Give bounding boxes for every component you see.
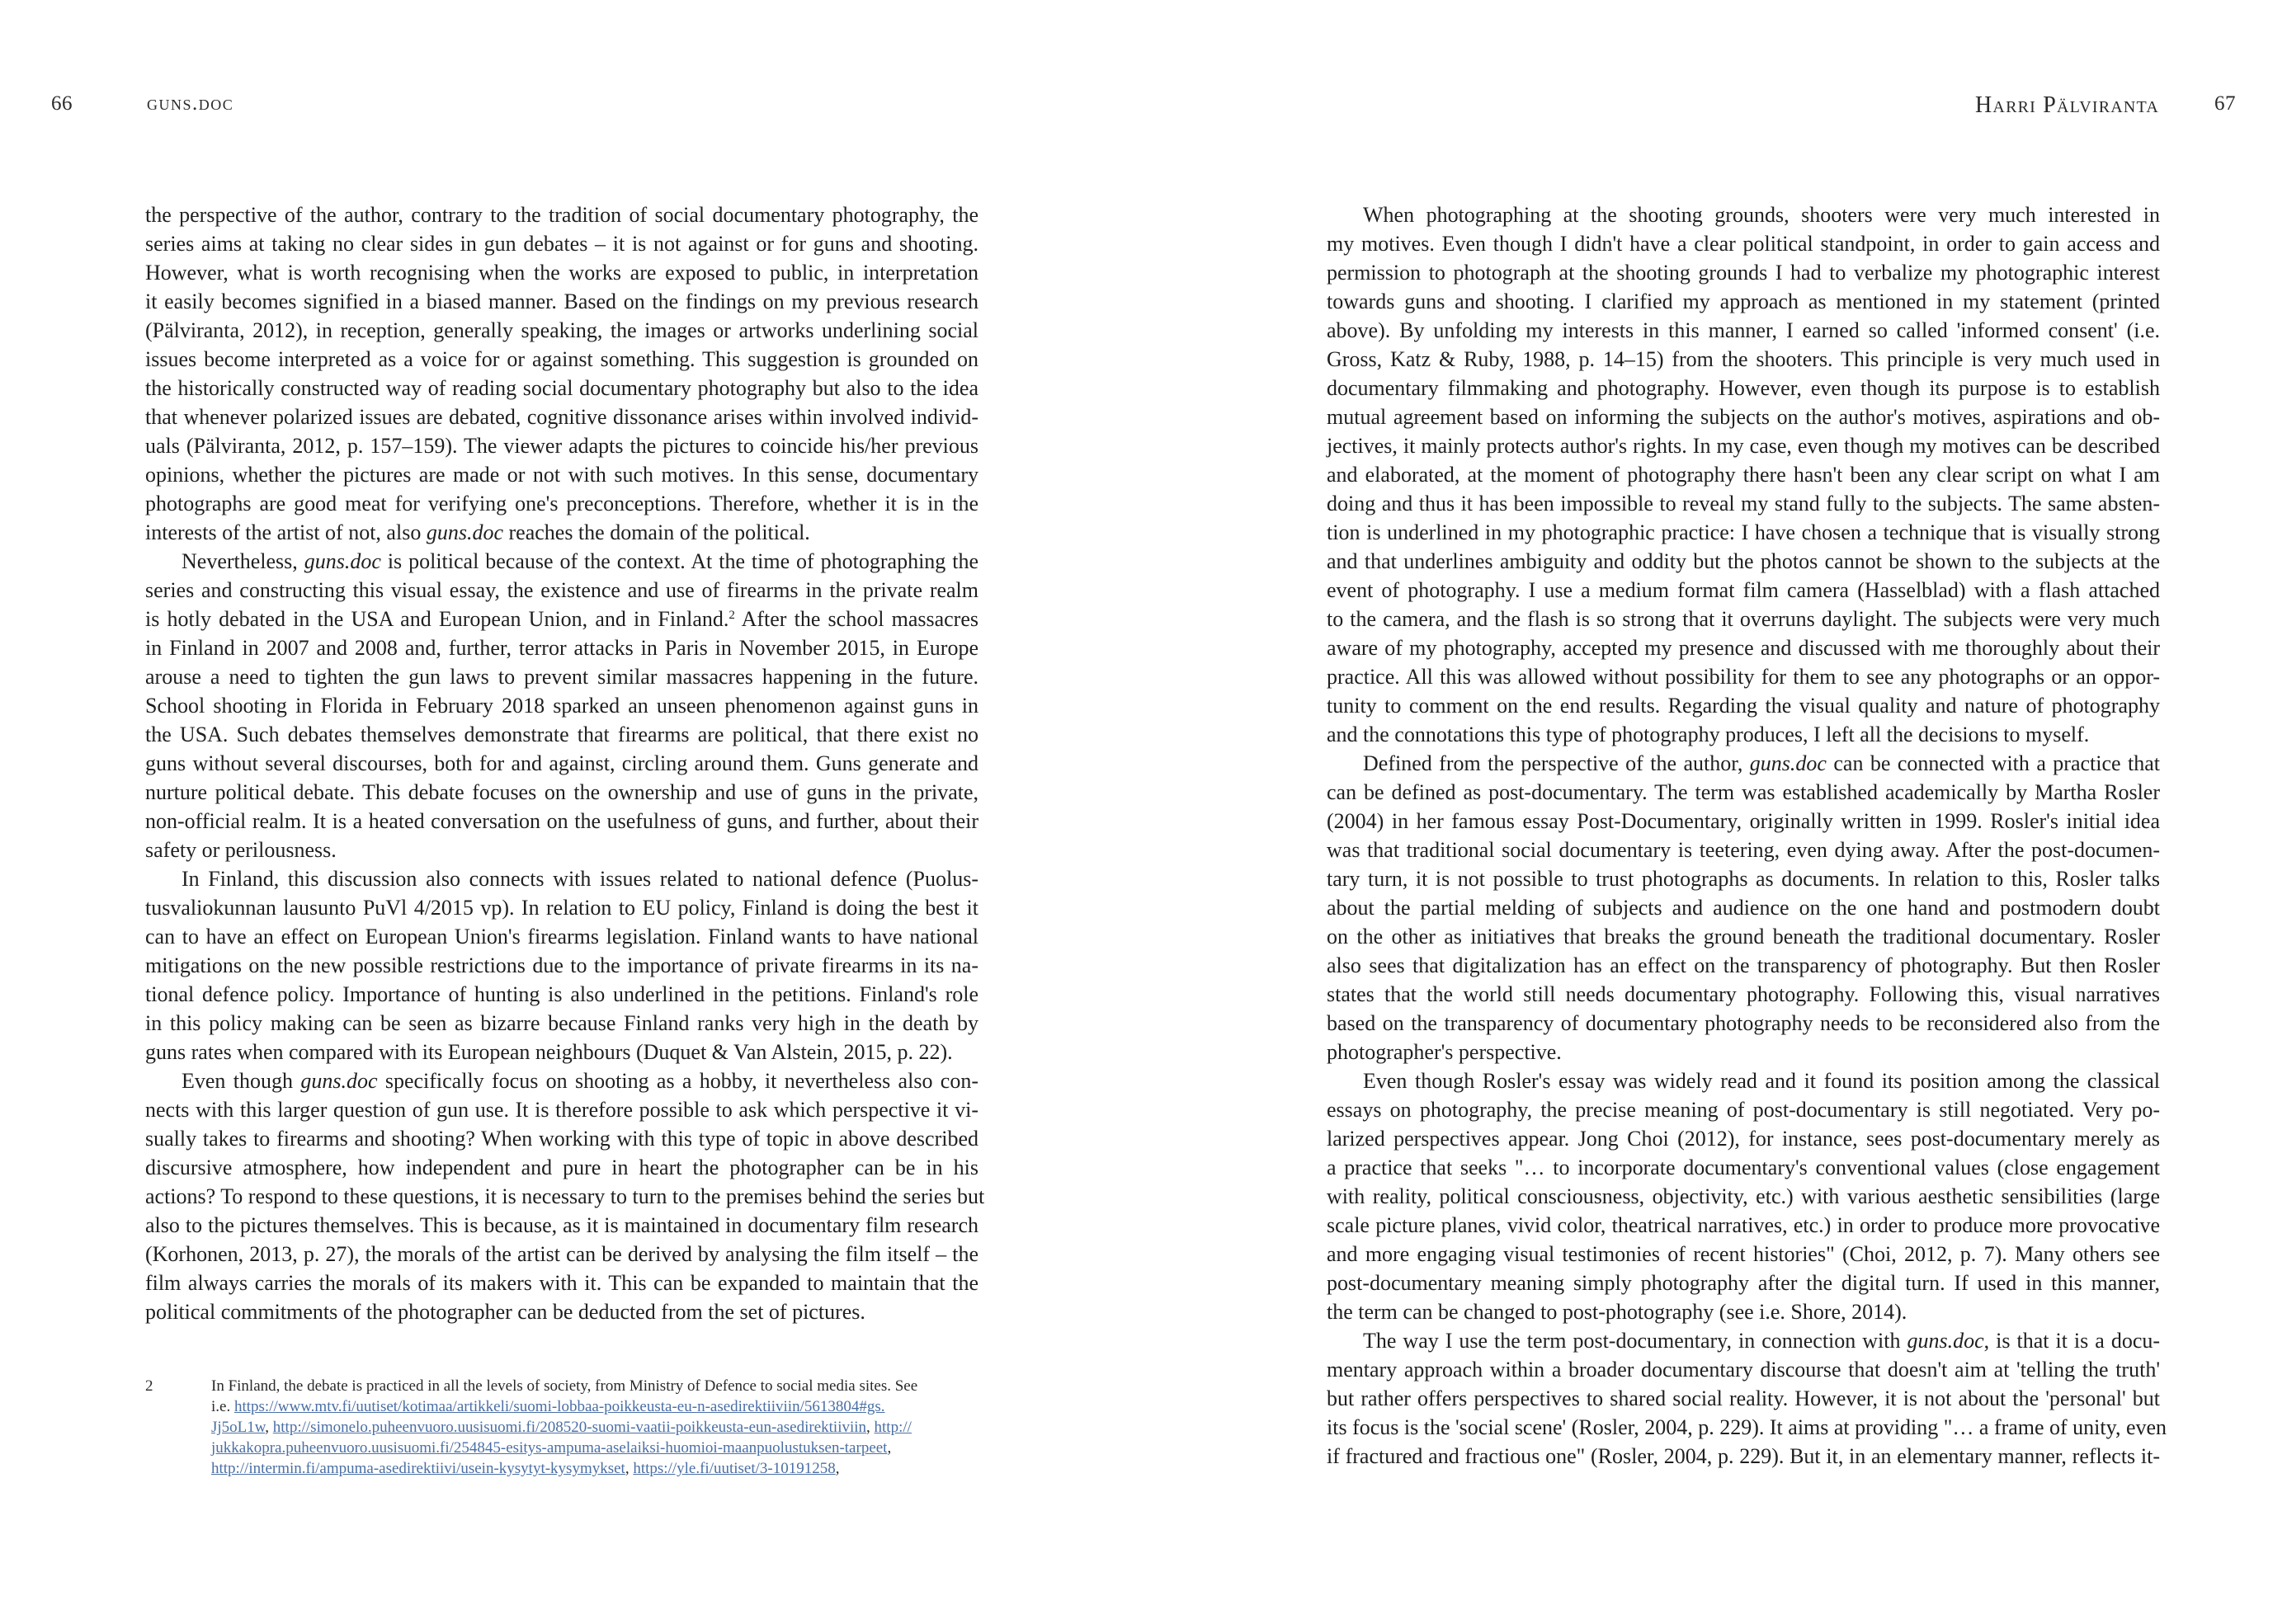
text-line: political commitments of the photographer can be deducted from the set of pictures. (145, 1300, 865, 1324)
text-line: documentary filmmaking and photography. However, even though its purpose is to establish (1327, 376, 2160, 400)
footnote-line: http://intermin.fi/ampuma-asedirektiivi/usein-kysytyt-kysymykset, https://yle.fi/uutiset/3-10191258, (211, 1460, 840, 1477)
text-line: photographer's perspective. (1327, 1040, 1562, 1064)
text-line: However, what is worth recognising when the works are exposed to public, in interpretation (145, 261, 978, 285)
page-number: 67 (2214, 92, 2236, 115)
text-line: to the camera, and the flash is so strong that it overruns daylight. The subjects were very much (1327, 607, 2160, 631)
text-line: tusvaliokunnan lausunto PuVl 4/2015 vp). In relation to EU policy, Finland is doing the best it (145, 896, 978, 920)
text-line: Nevertheless, guns.doc is political because of the context. At the time of photographing the (182, 549, 979, 573)
running-title: guns.doc (147, 92, 234, 115)
text-line: guns without several discourses, both for and against, circling around them. Guns generate and (145, 751, 978, 775)
text-line: film always carries the morals of its makers with it. This can be expanded to maintain that the (145, 1271, 978, 1295)
text-line: tunity to comment on the end results. Regarding the visual quality and nature of photography (1327, 694, 2160, 718)
text-line: issues become interpreted as a voice for or against something. This suggestion is grounded on (145, 347, 978, 371)
text-line: in Finland in 2007 and 2008 and, further, terror attacks in Paris in November 2015, in Europe (145, 636, 978, 660)
text-line: that whenever polarized issues are debated, cognitive dissonance arises within involved individ- (145, 405, 978, 429)
text-line: (Korhonen, 2013, p. 27), the morals of the artist can be derived by analysing the film itself – the (145, 1242, 978, 1266)
footnote-line: jukkakopra.puheenvuoro.uusisuomi.fi/254845-esitys-ampuma-aselaiksi-huomioi-maanpuolustuksen-tarpeet, (211, 1439, 892, 1457)
text-line: larized perspectives appear. Jong Choi (2012), for instance, sees post-documentary merely as (1327, 1127, 2160, 1151)
text-line: mitigations on the new possible restrictions due to the importance of private firearms in its na- (145, 953, 978, 977)
text-line: Gross, Katz & Ruby, 1988, p. 14–15) from the shooters. This principle is very much used in (1327, 347, 2160, 371)
text-line: about the partial melding of subjects and audience on the one hand and postmodern doubt (1327, 896, 2160, 920)
footnote-link[interactable]: https://www.mtv.fi/uutiset/kotimaa/artikkeli/suomi-lobbaa-poikkeusta-eu-n-asedirektiiviin/5613804#gs. (233, 1398, 885, 1415)
text-line: permission to photograph at the shooting grounds I had to verbalize my photographic interest (1327, 261, 2160, 285)
text-line: was that traditional social documentary is teetering, even dying away. After the post-documen- (1327, 838, 2160, 862)
text-line: School shooting in Florida in February 2018 sparked an unseen phenomenon against guns in (145, 694, 978, 718)
text-line: the historically constructed way of reading social documentary photography but also to the idea (145, 376, 978, 400)
text-line: nects with this larger question of gun use. It is therefore possible to ask which perspective it vi- (145, 1098, 978, 1122)
text-line: but rather offers perspectives to shared social reality. However, it is not about the 'personal' but (1327, 1386, 2160, 1410)
text-line: uals (Pälviranta, 2012, p. 157–159). The viewer adapts the pictures to coincide his/her previous (145, 434, 978, 458)
text-line: mentary approach within a broader documentary discourse that doesn't aim at 'telling the truth' (1327, 1358, 2160, 1382)
body-text (1327, 200, 2167, 1471)
text-line: also sees that digitalization has an effect on the transparency of photography. But then Rosler (1327, 953, 2160, 977)
text-line: is hotly debated in the USA and European Union, and in Finland.$^2$ After the school massacres (145, 607, 978, 631)
text-line: guns rates when compared with its European neighbours (Duquet & Van Alstein, 2015, p. 22). (145, 1040, 953, 1064)
footnote-link[interactable]: http://intermin.fi/ampuma-asedirektiivi/usein-kysytyt-kysymykset (211, 1460, 625, 1477)
text-line: doing and thus it has been impossible to reveal my stand fully to the subjects. The same absten- (1327, 492, 2160, 515)
text-line: practice. All this was allowed without possibility for them to see any photographs or an oppor- (1327, 665, 2160, 689)
page-number: 66 (51, 92, 73, 115)
text-line: post-documentary meaning simply photography after the digital turn. If used in this manner, (1327, 1271, 2160, 1295)
text-line: sually takes to firearms and shooting? When working with this type of topic in above described (145, 1127, 978, 1151)
text-line: (2004) in her famous essay Post-Documentary, originally written in 1999. Rosler's initial idea (1327, 809, 2160, 833)
text-line: series and constructing this visual essay, the existence and use of firearms in the private realm (145, 578, 978, 602)
text-line: and elaborated, at the moment of photography there hasn't been any clear script on what I am (1327, 463, 2160, 487)
text-line: tary turn, it is not possible to trust photographs as documents. In relation to this, Rosler talks (1327, 867, 2160, 891)
text-line: actions? To respond to these questions, it is necessary to turn to the premises behind the series but (145, 1184, 985, 1208)
text-line: tional defence policy. Importance of hunting is also underlined in the petitions. Finland's role (145, 982, 978, 1006)
text-line: also to the pictures themselves. This is because, as it is maintained in documentary film research (145, 1213, 978, 1237)
text-line: Even though guns.doc specifically focus on shooting as a hobby, it nevertheless also con- (182, 1069, 978, 1093)
text-line: mutual agreement based on informing the subjects on the author's motives, aspirations and ob- (1327, 405, 2160, 429)
text-line: opinions, whether the pictures are made or not with such motives. In this sense, documentary (145, 463, 978, 487)
text-line: Defined from the perspective of the author, guns.doc can be connected with a practice that (1363, 751, 2160, 775)
footnote-text (211, 1376, 978, 1479)
body-text (145, 200, 985, 1326)
footnote-line: Jj5oL1w, http://simonelo.puheenvuoro.uusisuomi.fi/208520-suomi-vaatii-poikkeusta-eun-asedirektiiviin, http:// (211, 1419, 912, 1436)
text-line: photographs are good meat for verifying one's preconceptions. Therefore, whether it is in the (145, 492, 978, 515)
text-line: nurture political debate. This debate focuses on the ownership and use of guns in the private, (145, 780, 978, 804)
text-line: scale picture planes, vivid color, theatrical narratives, etc.) in order to produce more provocative (1327, 1213, 2160, 1237)
text-line: event of photography. I use a medium format film camera (Hasselblad) with a flash attached (1327, 578, 2160, 602)
text-line: The way I use the term post-documentary, in connection with guns.doc, is that it is a docu- (1363, 1329, 2161, 1353)
text-line: and the connotations this type of photography produces, I left all the decisions to myself. (1327, 723, 2090, 746)
right-page (1144, 0, 2287, 1624)
footnote-link[interactable]: http://simonelo.puheenvuoro.uusisuomi.fi/208520-suomi-vaatii-poikkeusta-eun-asedirektiiviin (272, 1419, 867, 1436)
text-line: based on the transparency of documentary photography needs to be reconsidered also from the (1327, 1011, 2160, 1035)
text-line: my motives. Even though I didn't have a clear political standpoint, in order to gain access and (1327, 232, 2160, 256)
text-line: the USA. Such debates themselves demonstrate that firearms are political, that there exist no (145, 723, 978, 746)
footnote-number: 2 (145, 1377, 153, 1395)
footnote-link[interactable]: Jj5oL1w (211, 1419, 266, 1436)
text-line: with reality, political consciousness, objectivity, etc.) with various aesthetic sensibilities (large (1327, 1184, 2160, 1208)
text-line: arouse a need to tighten the gun laws to prevent similar massacres happening in the future. (145, 665, 978, 689)
text-line: in this policy making can be seen as bizarre because Finland ranks very high in the death by (145, 1011, 978, 1035)
text-line: jectives, it mainly protects author's rights. In my case, even though my motives can be described (1327, 434, 2160, 458)
text-line: tion is underlined in my photographic practice: I have chosen a technique that is visually strong (1327, 520, 2160, 544)
text-line: towards guns and shooting. I clarified my approach as mentioned in my statement (printed (1327, 289, 2160, 313)
footnote-line: i.e. https://www.mtv.fi/uutiset/kotimaa/artikkeli/suomi-lobbaa-poikkeusta-eu-n-asedirektiiviin/5613804#gs. (211, 1398, 885, 1415)
footnote-link[interactable]: http:// (874, 1419, 912, 1436)
text-line: can to have an effect on European Union's firearms legislation. Finland wants to have national (145, 925, 978, 949)
text-line: safety or perilousness. (145, 838, 337, 862)
text-line: series aims at taking no clear sides in gun debates – it is not against or for guns and shooting. (145, 232, 978, 256)
text-line: non-official realm. It is a heated conversation on the usefulness of guns, and further, about their (145, 809, 978, 833)
text-line: can be defined as post-documentary. The term was established academically by Martha Rosler (1327, 780, 2160, 804)
text-line: states that the world still needs documentary photography. Following this, visual narratives (1327, 982, 2160, 1006)
text-line: and that underlines ambiguity and oddity but the photos cannot be shown to the subjects at the (1327, 549, 2160, 573)
text-line: (Pälviranta, 2012), in reception, generally speaking, the images or artworks underlining social (145, 318, 978, 342)
text-line: its focus is the 'social scene' (Rosler, 2004, p. 229). It aims at providing "… a frame of unity, even (1327, 1415, 2167, 1439)
footnote-line: In Finland, the debate is practiced in all the levels of society, from Ministry of Defence to social media sites. See (211, 1377, 918, 1395)
text-line: a practice that seeks "… to incorporate documentary's conventional values (close engagement (1327, 1156, 2160, 1179)
text-line: the perspective of the author, contrary to the tradition of social documentary photography, the (145, 203, 978, 227)
text-line: if fractured and fractious one" (Rosler, 2004, p. 229). But it, in an elementary manner, reflects it- (1327, 1444, 2160, 1468)
text-line: When photographing at the shooting grounds, shooters were very much interested in (1363, 203, 2160, 227)
text-line: the term can be changed to post-photography (see i.e. Shore, 2014). (1327, 1300, 1907, 1324)
footnote-link[interactable]: https://yle.fi/uutiset/3-10191258 (633, 1460, 836, 1477)
text-line: above). By unfolding my interests in this manner, I earned so called 'informed consent' (i.e. (1327, 318, 2160, 342)
text-line: essays on photography, the precise meaning of post-documentary is still negotiated. Very po- (1327, 1098, 2160, 1122)
text-line: it easily becomes signified in a biased manner. Based on the findings on my previous research (145, 289, 978, 313)
text-line: interests of the artist of not, also guns.doc reaches the domain of the political. (145, 520, 810, 544)
text-line: aware of my photography, accepted my presence and discussed with me thoroughly about their (1327, 636, 2160, 660)
text-line: Even though Rosler's essay was widely read and it found its position among the classical (1363, 1069, 2160, 1093)
footnote-link[interactable]: jukkakopra.puheenvuoro.uusisuomi.fi/254845-esitys-ampuma-aselaiksi-huomioi-maanpuolustuksen-tarpeet (211, 1439, 888, 1457)
text-line: and more engaging visual testimonies of recent histories" (Choi, 2012, p. 7). Many others see (1327, 1242, 2160, 1266)
text-line: discursive atmosphere, how independent and pure in heart the photographer can be in his (145, 1156, 978, 1179)
text-line: In Finland, this discussion also connects with issues related to national defence (Puolus- (182, 867, 978, 891)
running-title: Harri Pälviranta (1975, 92, 2159, 118)
text-line: on the other as initiatives that breaks the ground beneath the traditional documentary. Rosler (1327, 925, 2160, 949)
